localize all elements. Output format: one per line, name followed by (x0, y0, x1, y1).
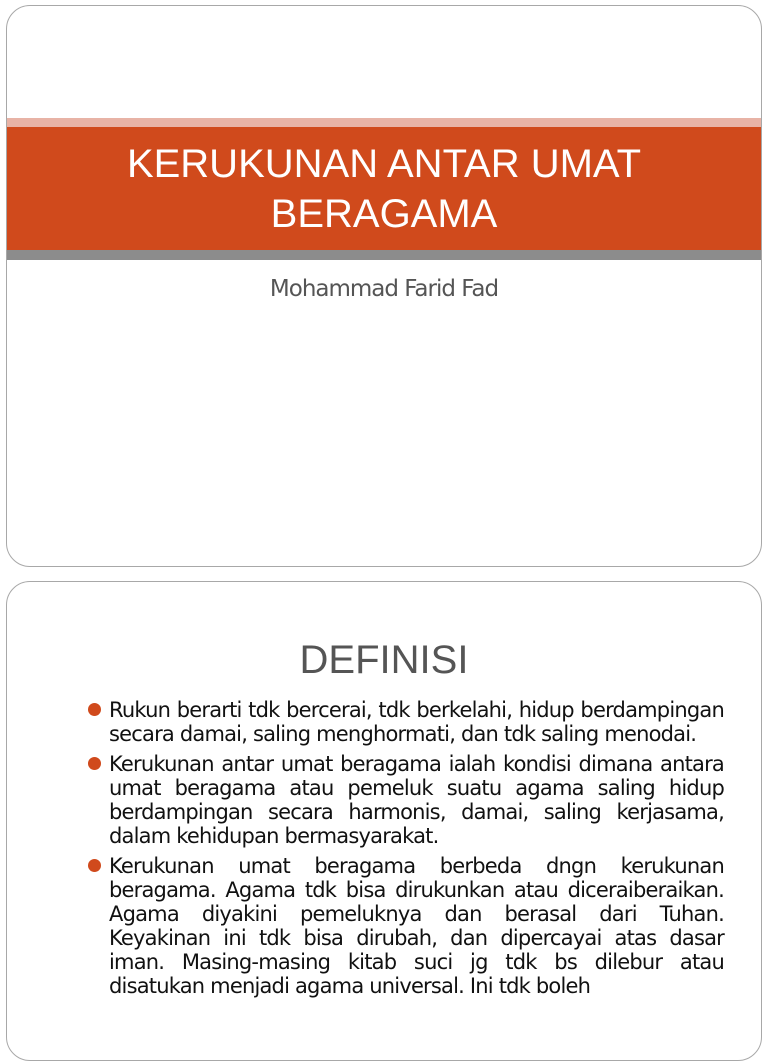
bullet-item (83, 854, 724, 998)
bullet-dot-icon (88, 757, 101, 770)
bullet-dot-icon (88, 703, 101, 716)
slide-title-text: KERUKUNAN ANTAR UMAT BERAGAMA (126, 141, 642, 236)
bullet-text: Kerukunan umat beragama berbeda dngn kerukunan beragama. Agama tdk bisa dirukunkan atau diceraiberaikan. Agama diyakini pemeluknya dan berasal dari Tuhan. Keyakinan ini tdk bisa dirubah, dan dipercayai atas dasar iman. Masing-masing kitab suci jg tdk bs dilebur atau disatukan menjadi agama universal. Ini tdk boleh (109, 854, 724, 998)
title-top-stripe (7, 118, 761, 127)
bullet-list (83, 698, 724, 1004)
slide-definisi (6, 581, 762, 1061)
bullet-text: Rukun berarti tdk bercerai, tdk berkelahi, hidup berdampingan secara damai, saling menghormati, dan tdk saling menodai. (109, 698, 724, 746)
title-band (7, 127, 761, 250)
author-subtitle: Mohammad Farid Fad (269, 276, 499, 302)
slide-title (6, 5, 762, 567)
title-bottom-stripe (7, 250, 761, 260)
slide-heading: DEFINISI (299, 638, 469, 682)
bullet-item (83, 698, 724, 746)
bullet-dot-icon (88, 859, 101, 872)
bullet-item (83, 752, 724, 848)
bullet-text: Kerukunan antar umat beragama ialah kondisi dimana antara umat beragama atau pemeluk suatu agama saling hidup berdampingan secara harmonis, damai, saling kerjasama, dalam kehidupan bermasyarakat. (109, 752, 724, 848)
